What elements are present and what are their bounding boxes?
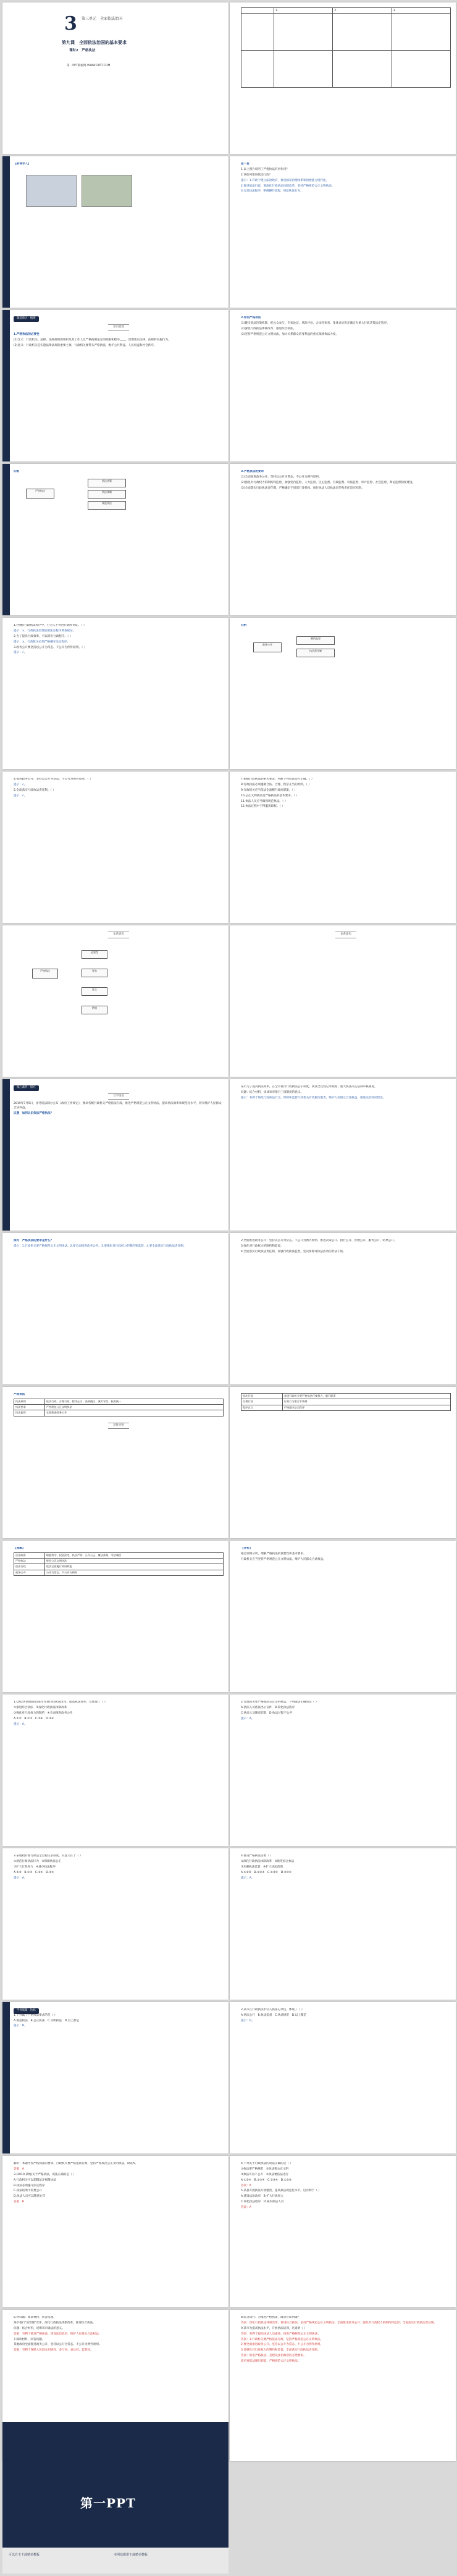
text-line: 7.阅读材料，回答问题。 [14, 2338, 45, 2341]
text-line: 提示：A。 [241, 1876, 254, 1880]
exercise-slide [230, 772, 456, 923]
answer-slide [230, 2156, 456, 2307]
concept-table [14, 1399, 224, 1416]
text-line: 6.材料题：阅读材料，回答问题。 [14, 2316, 56, 2319]
diagram-node: 依法决策 [88, 479, 126, 487]
exercise-slide [2, 618, 228, 769]
diagram-node: 政务公开 [253, 642, 282, 652]
text-line: A.①② B.①③ C.②④ D.③④ [14, 1717, 54, 1720]
text-line: 议题 如何认识依法严格执法？ [14, 1112, 54, 1115]
diagram-node: 要求 [82, 969, 107, 977]
diagram-node: 严格执法 [32, 969, 58, 979]
text-line: 行政机关应当坚持严格规范公正文明执法，维护人民群众合法权益。 [241, 1557, 326, 1561]
lesson-subtitle: 课时2 严格执法 [69, 49, 96, 53]
text-line: C.简化执法程序 D.减少执法人员 [241, 2200, 284, 2204]
classwork-slide [2, 2002, 228, 2153]
text-line: 10.公正文明执法是严格执法的基本要求。（ ） [241, 794, 299, 798]
section-pill: 学业质量 · 达标 [14, 2008, 39, 2014]
text-line: ③加强执法监督 ④扩大执法范围 [241, 1865, 283, 1869]
text-line: ①深化行政执法体制改革 ②推进综合执法 [241, 1859, 295, 1863]
text-line: 11.执法人员应当做到规范执法。（ ） [241, 799, 288, 803]
lesson-title: 第九课 全面依法治国的基本要求 [62, 40, 127, 45]
text-line: 【评析】 [241, 1547, 253, 1550]
text-line: 3.完善执法程序，明确操作流程，规范执法行为。 [241, 190, 303, 193]
footer-text: 可以自主下载精美模板 [9, 2553, 40, 2557]
text-line: 4.下列关于行政执法的说法正确的是（ ） [241, 2162, 293, 2165]
text-line: 提示：√。 [14, 651, 27, 655]
intro-slide [2, 156, 228, 308]
text-line: 2.为了提高行政效率，可以简化行政程序。（ ） [14, 634, 73, 638]
text-line: 3.某地政府推行执法全过程记录制度，其意义在于（ ） [14, 1854, 83, 1858]
text-line: D.执法人员可以随意处罚 [14, 2195, 45, 2199]
table-row [241, 14, 451, 51]
text-line: 1.以上图片说明了严格执法有何作用？ [241, 167, 289, 171]
answer-slide [2, 2156, 228, 2307]
table-row: 依法行政 各级行政机关要严格依法行使权力、履行职责 [241, 1394, 451, 1399]
table-row: 执法监督 全面推进政务公开 [14, 1410, 224, 1416]
intro-table [241, 7, 451, 88]
text-line: 2019年7月5日，国务院法制办公布《政府工作规定》，要求各级行政机关严格依法行政，推进严格规范公正文明执法，提高执法效率和规范化水平，切实维护人民群众合法权益。 [14, 1102, 222, 1110]
text-line: 提示：×。行政执法需要依照法定程序调查取证。 [14, 629, 76, 633]
text-line: 1.下列属于严格执法要求的是（ ） [14, 2013, 57, 2017]
core-slide [230, 1079, 456, 1231]
text-line: 答案：A [241, 2206, 251, 2210]
cover-slide [2, 2, 228, 154]
table-row: 严格执法 规范公正文明执法 [14, 1559, 224, 1564]
section-knot: 体系建构 [108, 932, 129, 938]
text-line: 答案：有利于推进严格执法，建设法治政府，维护人民群众合法权益。 [14, 2332, 102, 2336]
diagram-node: 规范执法 [88, 501, 126, 510]
text-line: C.执法结果不需要公开 [14, 2189, 43, 2193]
text-line: 5.全面落实行政执法责任制。（ ） [14, 788, 56, 792]
text-line: A.执法人员依法出示证件 B.简化执法程序 [241, 1706, 295, 1709]
text-line: ③扩大行政权力 ④减少执法程序 [14, 1865, 56, 1869]
text-line: 通过案例分析，理解严格执法的重要性和基本要求。 [241, 1552, 306, 1555]
text-line: A.①②④ B.①③④ C.②③④ D.①②③ [241, 2178, 291, 2182]
text-line: 2.全面推进政务公开：坚持以公开为常态、不公开为例外原则，推进决策公开、执行公开、管理公开、服务公开、结果公开。 [241, 1239, 397, 1242]
text-line: A.规范执法 B.公正执法 C.文明执法 D.以上都是 [14, 2019, 80, 2022]
heading: 思一思 [241, 162, 249, 166]
question-slide [230, 310, 456, 461]
text-line: 答案：1.行政机关要严格依法行政，坚持严格规范公正文明执法。 [241, 2338, 324, 2341]
text-line: 7.根据行政执法的相关要求，判断下列说法是否正确。（ ） [241, 778, 314, 781]
text-line: 提示：A。 [14, 1722, 27, 1726]
text-line: (2)意义：行政机关是实施法律法规的重要主体，行政机关要带头严格执法，维护公共利益、人民权益和社会秩序。 [14, 344, 157, 347]
answer-slide [230, 2310, 456, 2461]
table-row: 执法原则 依法行政、合理行政、程序正当、高效便民、诚实守信、权责统一 [14, 1399, 224, 1404]
diagram-slide [230, 618, 456, 769]
text-line: A.①②③ B.①②④ C.①③④ D.②③④ [241, 1871, 291, 1874]
text-line: A.执法公开 B.执法监督 C.执法规范 D.以上都是 [241, 2013, 307, 2017]
text-line: 2.该如何推进依法行政？ [241, 173, 272, 177]
intro-table-slide [230, 2, 456, 154]
text-line: (1)含义：行政机关、法律、法规授权的组织及其工作人员严格按照法定的权限和程序____，贯彻落实法律、法规的实施行为。 [14, 339, 171, 342]
text-line: 3.严格执法的要求 [241, 470, 264, 473]
text-line: 1.严格执法的必要性 [14, 333, 40, 337]
text-line: 答案：A [14, 2167, 24, 2171]
text-line: ①推进综合执法 ②深化行政执法体制改革 [14, 1706, 67, 1709]
text-line: 答案：推进严格执法，是建设法治政府的必然要求。 [241, 2354, 306, 2358]
core-slide [2, 1233, 228, 1384]
table-row: 法治政府 职能科学、权责法定、执法严明、公开公正、廉洁高效、守法诚信 [14, 1552, 224, 1558]
text-line: 9.行政机关应当依法全面履行政府职能。（ ） [241, 788, 297, 792]
text-line: 答案：有利于保障人民群众知情权、参与权、表达权、监督权。 [14, 2349, 93, 2352]
slide-sidebar [2, 156, 10, 308]
text-line: 某市为了提高执法效率，在全市推行行政执法公示制度、执法全过程记录制度、重大执法决定法制审核制度。 [241, 1085, 377, 1088]
diagram-slide [2, 464, 228, 615]
section-knot: 体系建构 [335, 932, 356, 938]
text-line: (3)坚持严格规范公正文明执法，加大关系群众切身利益的重点领域执法力度。 [241, 332, 339, 336]
text-line: 8.行政执法必须遵循合法、合理、程序正当的原则。（ ） [241, 783, 311, 786]
diagram-node: 必要性 [82, 950, 107, 959]
footer-text: 本网站提供下载精美模板 [114, 2553, 148, 2557]
text-line: 3.强化对行政权力的制约和监督。 [241, 1244, 283, 1248]
heading: 严格执法 [14, 1393, 25, 1396]
text-line: A.①② B.①③ C.②④ D.③④ [14, 1871, 54, 1874]
knowledge-slide [2, 310, 228, 461]
text-line: 提示：A。 [241, 1717, 254, 1720]
text-line: 答案：深化行政执法体制改革，推进综合执法；坚持严格规范公正文明执法；全面推进政务公开；强化对行政权力的制约和监督；全面落实行政执法责任制。 [241, 2321, 437, 2325]
heading: 【图解】 [14, 1547, 25, 1550]
table-row: 合理行政 行政行为要合乎情理 [241, 1399, 451, 1405]
text-line: A.建设法治政府 B.扩大行政权力 [241, 2195, 283, 2199]
text-line: 提示：×。行政机关必须严格遵守法定程序。 [14, 640, 70, 644]
text-line: 提示：1.行政机关要严格规范公正文明执法。2.要全面推进政务公开。3.要强化对行政权力的制约和监督。4.要全面落实行政执法责任制。 [14, 1244, 187, 1248]
text-line: 问题：结合材料，谈谈该市推行三项制度的意义。 [241, 1090, 304, 1094]
intro-photo [26, 175, 77, 207]
practice-slide [230, 1694, 456, 1846]
practice-slide [2, 1848, 228, 2000]
text-line: B.执法必须遵守法定程序 [14, 2184, 45, 2187]
concept-table [14, 1552, 224, 1576]
text-line: (1)全面推进政务公开，坚持以公开为常态、不公开为例外原则。 [241, 475, 322, 479]
section-knot: 知识梳理 [108, 324, 129, 331]
case-slide [230, 1541, 456, 1692]
intro-label: 【新课导入】 [14, 162, 31, 166]
exercise-slide [2, 772, 228, 923]
text-line: 答案：A [241, 2184, 251, 2187]
text-line: (3)全面落实行政执法责任制，严格确定不同部门及机构、岗位执法人员执法责任和责任追究机制。 [241, 486, 364, 490]
text-line: 3.政务公开要坚持以公开为常态、不公开为例外原则。（ ） [14, 646, 87, 649]
table-row: 1. 2. 3. [241, 8, 451, 14]
text-line: 问题：结合材料，说明该市做法的意义。 [14, 2326, 65, 2330]
text-line: ③执法可以不公开 ④执法要依法进行 [241, 2173, 289, 2176]
text-line: 提示：A。 [14, 1876, 27, 1880]
text-line: 2.行政机关要严格规范公正文明执法，下列做法正确的是（ ） [241, 1701, 319, 1704]
text-line: 8.综合探究：为推进严格执法，政府应如何做？ [241, 2316, 301, 2319]
text-line: 4.推进严格执法需要（ ） [241, 1854, 273, 1858]
diagram-node: 严格执法 [26, 489, 54, 499]
text-line: 3.(2019·某地)关于严格执法，说法正确的是（ ） [14, 2173, 76, 2176]
classwork-slide [230, 2002, 456, 2153]
heading: 2.如何严格执法 [241, 316, 261, 319]
text-line: 答案：有利于提高执法人员素质，推进严格规范公正文明执法。 [241, 2332, 321, 2336]
text-line: (2)深化行政执法体制改革，推进综合执法。 [241, 327, 296, 330]
table-row: 依法行政 依法全面履行政府职能 [14, 1564, 224, 1570]
slide-sidebar [2, 2002, 10, 2153]
text-line: 提示：D。 [14, 2024, 27, 2028]
text-line: 2.要全面推进政务公开，坚持以公开为常态、不公开为例外原则。 [241, 2343, 324, 2347]
text-line: 3.要强化对行政权力的制约和监督，全面落实行政执法责任制。 [241, 2349, 321, 2352]
table-row: 程序正当 严格遵守法定程序 [241, 1405, 451, 1410]
text-line: 5.某县开展执法专项整治，提高执法规范化水平，这有利于（ ） [241, 2189, 321, 2193]
diagram-node: 执法体制 [88, 490, 126, 499]
table-slide [2, 1387, 228, 1538]
text-line: ①规范行政执法行为 ②保障执法公正 [14, 1859, 62, 1863]
diagram-node: 执法责任制 [296, 649, 335, 657]
text-line: 解析：本题考查严格执法的要求。行政机关要严格依法行政，坚持严格规范公正文明执法，故选A。 [14, 2162, 138, 2165]
text-line: 提示：1.有助于建立法治政府，推进国家治理体系和治理能力现代化。 [241, 179, 329, 182]
brand-footer-bar [2, 2548, 228, 2574]
text-line: 4.全面落实行政执法责任制，加强行政执法监督，坚决排除对执法活动的非法干预。 [241, 1250, 346, 1253]
diagram-node: 意义 [82, 987, 107, 996]
text-line: ①执法要严格规范 ②执法要公正文明 [241, 2167, 289, 2171]
text-line: 12.执法过程中不得滥用职权。（ ） [241, 805, 285, 809]
text-line: 某市推行"放管服"改革，深化行政执法体制改革，推进综合执法。 [14, 2321, 96, 2325]
text-line: 1.(2020·某地模拟)某市开展行政执法改革，提高执法效率。这体现了（ ） [14, 1701, 107, 1704]
section-knot: 议学情境 [108, 1093, 129, 1100]
table-row: 执法要求 严格规范公正文明执法 [14, 1405, 224, 1410]
map-slide [230, 925, 456, 1077]
site-text: 第一PPT模板网-WWW.1PPT.COM [67, 64, 111, 67]
text-line: 探究 严格执法的要求是什么？ [14, 1239, 54, 1242]
diagram-node: 措施 [82, 1006, 107, 1014]
text-line: 提示：有利于规范行政执法行为，保障和监督行政机关有效履行职责，维护人民群众合法权益，推进法治政府建设。 [241, 1096, 386, 1100]
brand-logo: 第一PPT [80, 2496, 136, 2511]
text-line: 4.推进政务公开，坚持以公开为常态、不公开为例外原则。（ ） [14, 778, 93, 781]
text-line: 1.(判断)行政执法程序中，行为人不得进行调查询证。（ ） [14, 624, 86, 627]
heading: 归纳 [14, 470, 20, 473]
text-line: 9.某市为提高执法水平，开展执法培训，这说明（ ） [241, 2326, 307, 2330]
core-slide [230, 1233, 456, 1384]
section-pill: 课前预习 · 梳理 [14, 316, 39, 322]
intro-photo [82, 175, 132, 207]
practice-slide [230, 1848, 456, 2000]
slide-sidebar [2, 310, 10, 461]
text-line: C.执法人员随意罚款 D.执法过程不公开 [241, 1711, 293, 1715]
text-line: 提示：D。 [241, 2019, 254, 2022]
text-line: 提示：√。 [14, 794, 27, 798]
text-line: (1)健全依法决策机制，把公众参与、专家论证、风险评估、合法性审查、集体讨论决定确定为重大行政决策法定程序。 [241, 321, 390, 325]
slide-sidebar [2, 1079, 10, 1231]
table-row: 政务公开 公开为常态、不公开为例外 [14, 1570, 224, 1575]
slide-sidebar [2, 464, 10, 615]
table-slide [2, 1541, 228, 1692]
unit-title: 第三单元 全面依法治国 [82, 17, 123, 21]
text-line: A.行政机关可以超越法定权限执法 [14, 2178, 56, 2182]
diagram-node: 制约监督 [296, 636, 335, 645]
table-row [241, 51, 451, 88]
text-line: 2.推进依法行政，要深化行政执法体制改革，坚持严格规范公正文明执法。 [241, 184, 335, 188]
text-line: 政府要依法履行职能，严格规范公正文明执法。 [241, 2360, 301, 2363]
text-line: 某地政府全面推进政务公开，坚持以公开为常态、不公开为例外原则。 [14, 2343, 102, 2347]
brand-slide [2, 2422, 228, 2574]
text-line: 2.某市在行政执法中引入执法记录仪，体现了（ ） [241, 2008, 304, 2011]
concept-table [241, 1393, 451, 1411]
heading: 归纳 [241, 624, 247, 627]
unit-number: 3 [64, 13, 77, 35]
core-slide [2, 1079, 228, 1231]
text-line: 提示：√。 [14, 783, 27, 786]
question-slide [230, 464, 456, 615]
text-line: (2)强化对行政权力的制约和监督，加强党内监督、人大监督、民主监督、行政监督、司法监督、审计监督、社会监督、舆论监督制度建设。 [241, 481, 416, 484]
text-line: 答案：B [14, 2200, 24, 2204]
practice-slide [2, 1694, 228, 1846]
text-line: ③强化对行政权力的制约 ④全面推进政务公开 [14, 1711, 73, 1715]
table-slide [230, 1387, 456, 1538]
section-pill: 核心素养 · 探究 [14, 1085, 39, 1091]
section-knot: 思维导图 [108, 1423, 129, 1429]
map-slide [2, 925, 228, 1077]
question-slide [230, 156, 456, 308]
